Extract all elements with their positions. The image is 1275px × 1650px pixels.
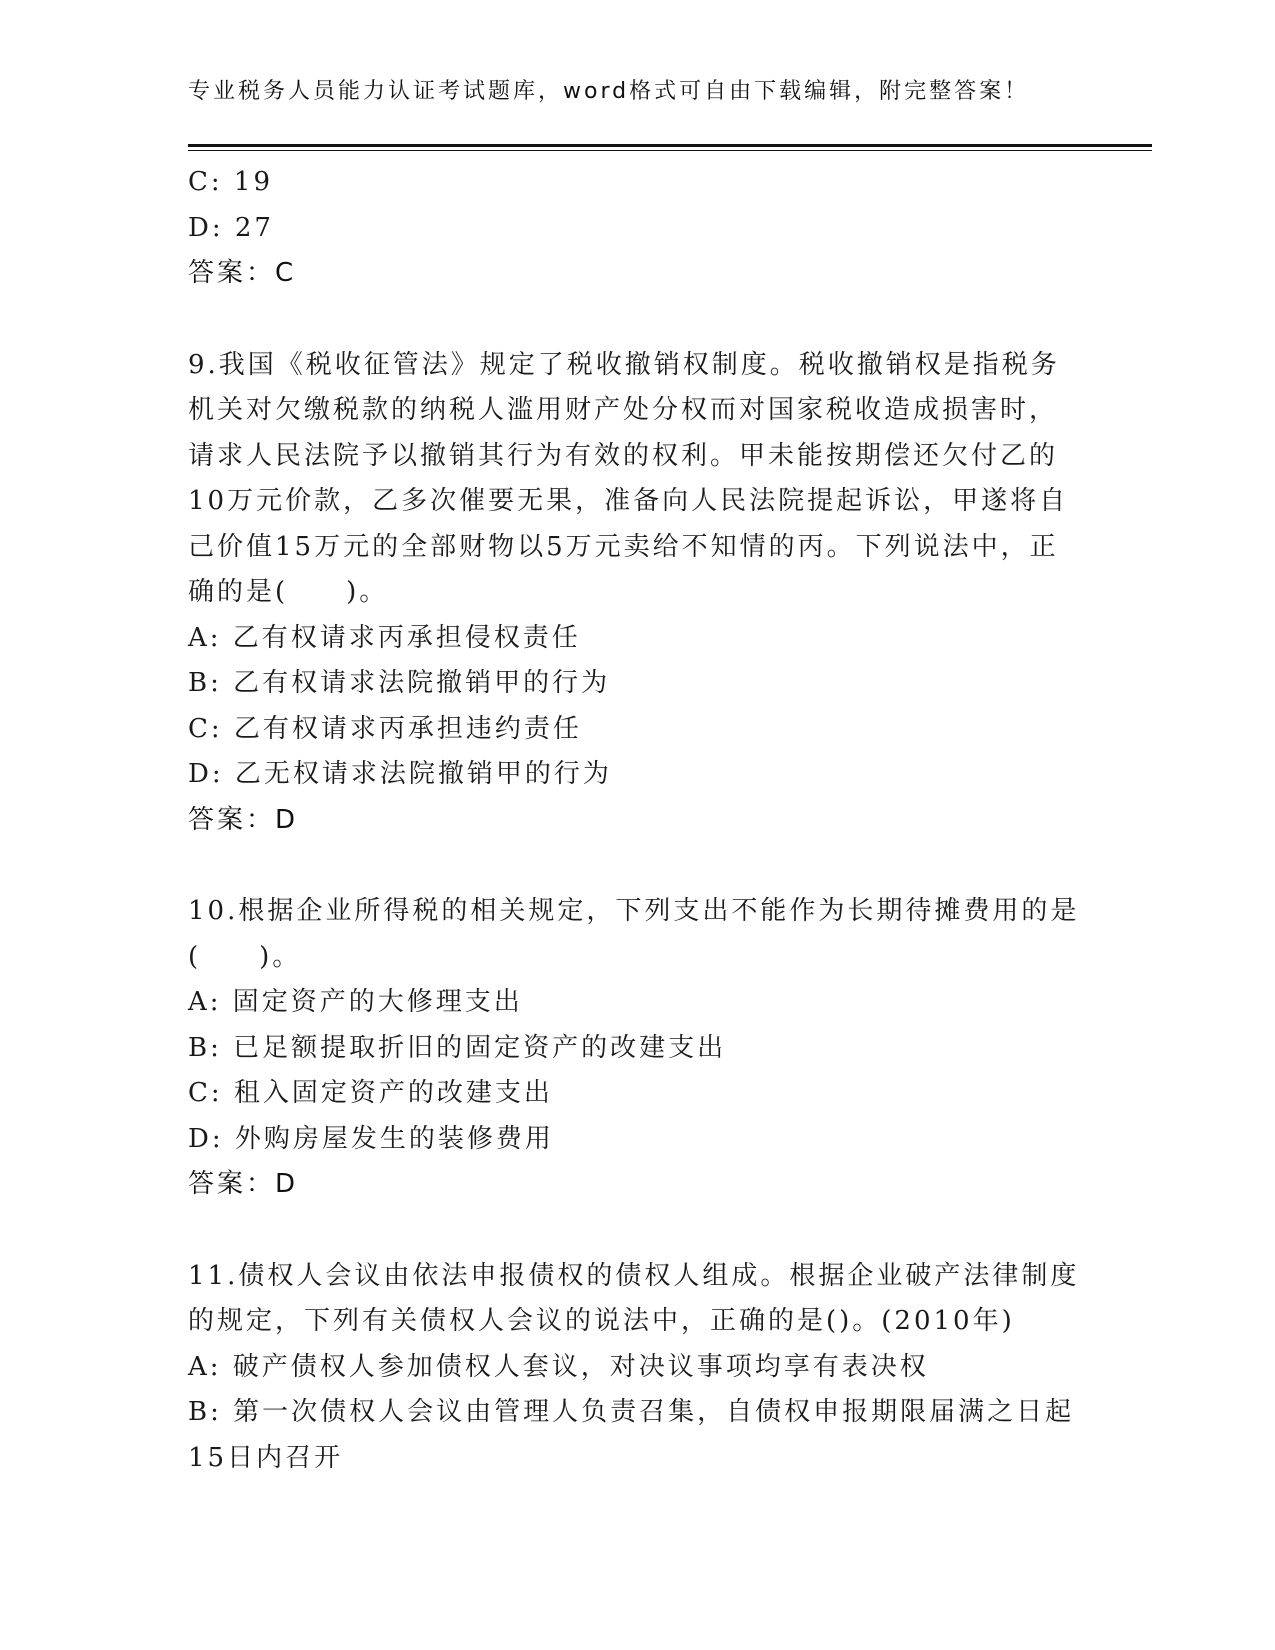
option-a: A: 破产债权人参加债权人套议，对决议事项均享有表决权 [188, 1351, 929, 1382]
question-10 [188, 889, 1088, 1208]
question-text-line: 确的是( )。 [188, 577, 389, 607]
spacer [188, 1208, 1088, 1254]
option-b: B: 已足额提取折旧的固定资产的改建支出 [188, 1032, 727, 1063]
spacer [188, 297, 1088, 343]
question-text-line: 11.债权人会议由依法申报债权的债权人组成。根据企业破产法律制度 [188, 1260, 1080, 1291]
question-text-line: 的规定，下列有关债权人会议的说法中，正确的是()。(2010年) [188, 1306, 1015, 1336]
question-text-line: 己价值15万元的全部财物以5万元卖给不知情的丙。下列说法中，正 [188, 531, 1059, 562]
option-b-continuation: 15日内召开 [188, 1442, 344, 1473]
answer-line: 答案：D [188, 1169, 299, 1199]
option-a: A: 乙有权请求丙承担侵权责任 [188, 622, 581, 653]
question-11 [188, 1254, 1088, 1482]
header-rule [188, 144, 1152, 147]
question-text-line: 10.根据企业所得税的相关规定，下列支出不能作为长期待摊费用的是 [188, 896, 1080, 926]
question-text-line: 10万元价款，乙多次催要无果，准备向人民法院提起诉讼，甲遂将自 [188, 486, 1069, 516]
question-text-line: 请求人民法院予以撤销其行为有效的权利。甲未能按期偿还欠付乙的 [188, 440, 1059, 471]
option-a: A: 固定资产的大修理支出 [188, 987, 523, 1017]
header-rule-thin [188, 150, 1152, 151]
question-8-tail [188, 160, 1088, 297]
question-text-line: 机关对欠缴税款的纳税人滥用财产处分权而对国家税收造成损害时， [188, 395, 1059, 425]
option-d: D: 27 [188, 212, 274, 243]
option-b: B: 第一次债权人会议由管理人负责召集，自债权申报期限届满之日起 [188, 1397, 1075, 1427]
answer-line: 答案：D [188, 804, 299, 835]
option-c: C: 租入固定资产的改建支出 [188, 1078, 553, 1108]
option-c: C: 19 [188, 167, 274, 197]
option-c: C: 乙有权请求丙承担违约责任 [188, 713, 582, 744]
document-body [188, 160, 1088, 1481]
question-text-line: ( )。 [188, 941, 302, 972]
option-d: D: 外购房屋发生的装修费用 [188, 1123, 554, 1154]
option-d: D: 乙无权请求法院撤销甲的行为 [188, 759, 612, 789]
question-9 [188, 343, 1088, 844]
spacer [188, 843, 1088, 889]
answer-line: 答案：C [188, 258, 297, 288]
page-header-title: 专业税务人员能力认证考试题库，word格式可自由下载编辑，附完整答案！ [188, 79, 1030, 104]
option-b: B: 乙有权请求法院撤销甲的行为 [188, 668, 611, 698]
question-text-line: 9.我国《税收征管法》规定了税收撤销权制度。税收撤销权是指税务 [188, 349, 1060, 380]
